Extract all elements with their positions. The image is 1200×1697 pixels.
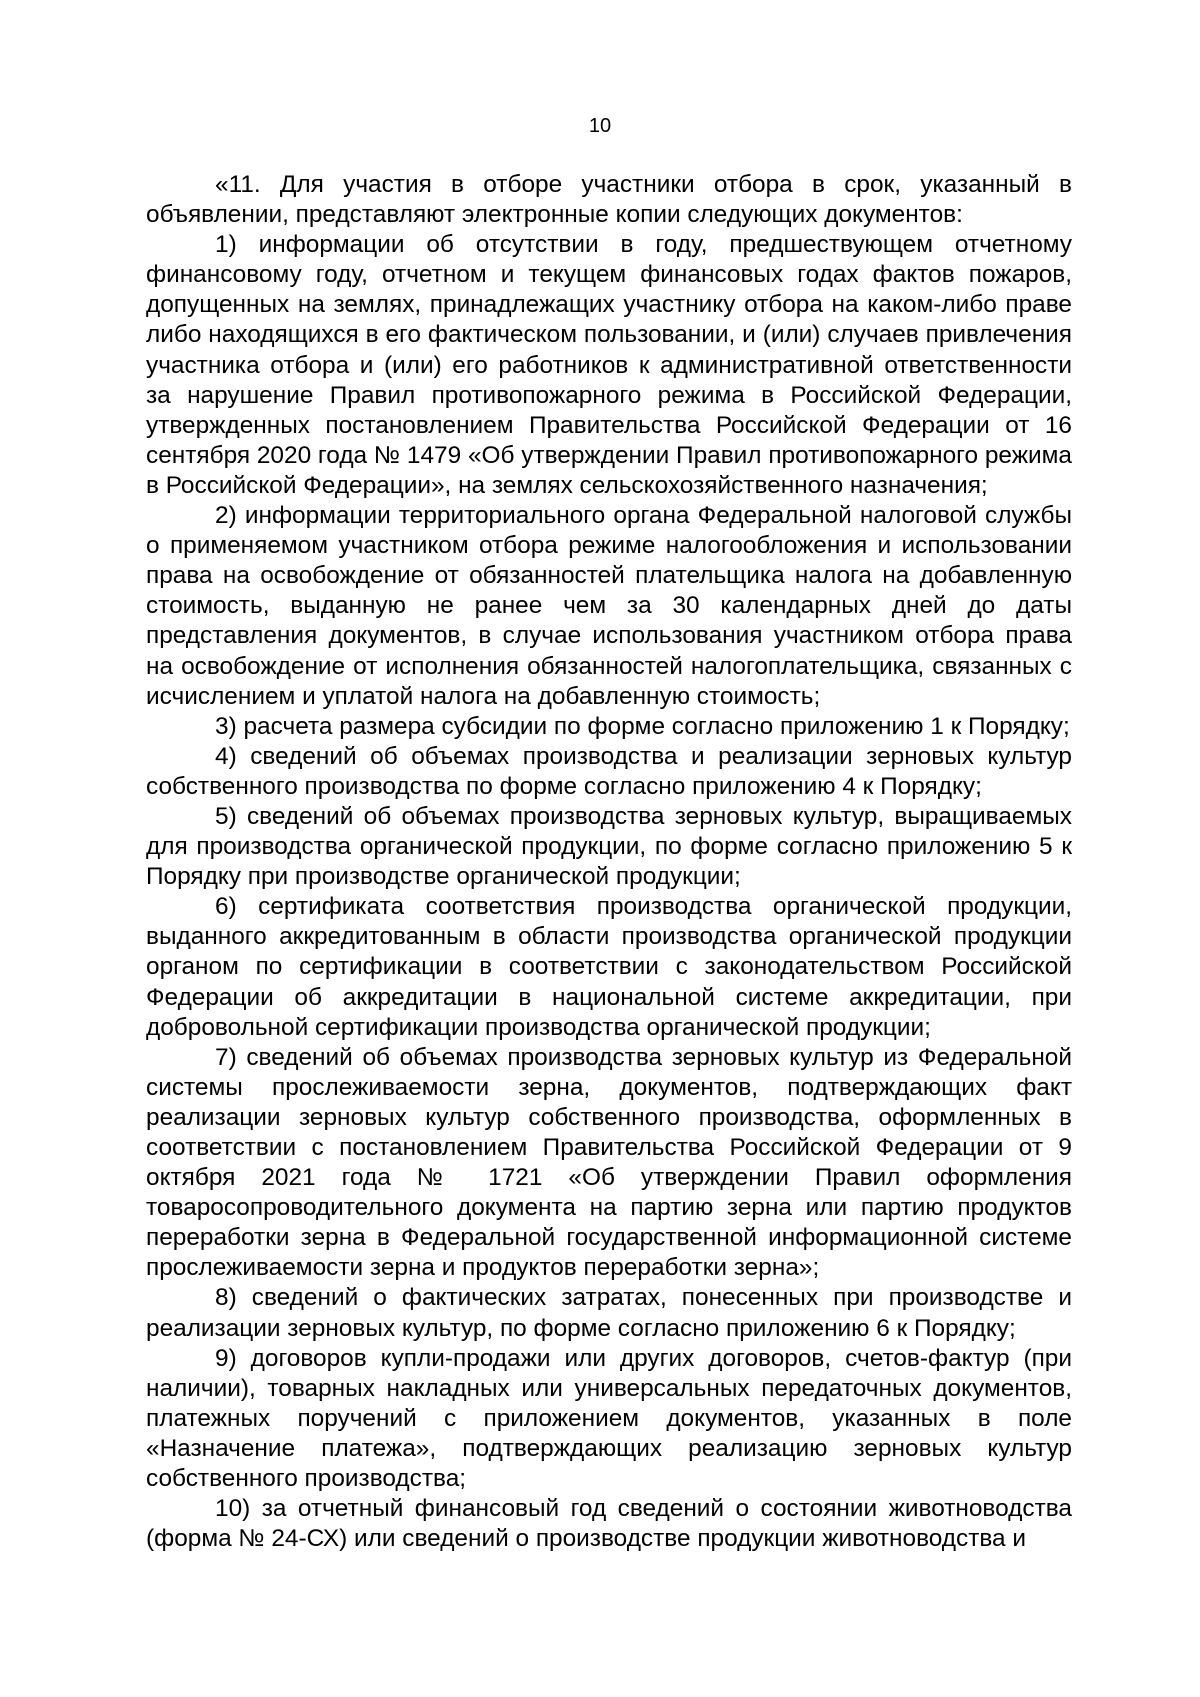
list-item-9: 9) договоров купли-продажи или других договоров, счетов-фактур (при наличии), товарных накладных или универсальных передаточных документов, платежных поручений с приложением документов, указанных в поле «Назначение платежа», подтверждающих реализацию зерновых культур собственного производства; [146, 1344, 1072, 1493]
list-item-6: 6) сертификата соответствия производства органической продукции, выданного аккредитованным в области производства органической продукции органом по сертификации в соответствии с законодательством Российской Федерации об аккредитации в национальной системе аккредитации, при добровольной сертификации производства органической продукции; [146, 893, 1072, 1041]
list-item-3: 3) расчета размера субсидии по форме согласно приложению 1 к Порядку; [215, 712, 1070, 740]
document-body [146, 170, 1072, 1554]
list-item-2: 2) информации территориального органа Федеральной налоговой службы о применяемом участником отбора режиме налогообложения и использовании права на освобождение от обязанностей плательщика налога на добавленную стоимость, выданную не ранее чем за 30 календарных дней до даты представления документов, в случае использования участником отбора права на освобождение от исполнения обязанностей налогоплательщика, связанных с исчислением и уплатой налога на добавленную стоимость; [146, 502, 1072, 710]
list-item-8: 8) сведений о фактических затратах, понесенных при производстве и реализации зерновых культур, по форме согласно приложению 6 к Порядку; [146, 1284, 1072, 1342]
list-item-7: 7) сведений об объемах производства зерновых культур из Федеральной системы прослеживаемости зерна, документов, подтверждающих факт реализации зерновых культур собственного производства, оформленных в соответствии с постановлением Правительства Российской Федерации от 9 октября 2021 года № 1721 «Об утверждении Правил оформления товаросопроводительного документа на партию зерна или партию продуктов переработки зерна в Федеральной государственной информационной системе прослеживаемости зерна и продуктов переработки зерна»; [146, 1043, 1072, 1282]
list-item-5: 5) сведений об объемах производства зерновых культур, выращиваемых для производства органической продукции, по форме согласно приложению 5 к Порядку при производстве органической продукции; [146, 802, 1072, 891]
list-item-1: 1) информации об отсутствии в году, предшествующем отчетному финансовому году, отчетном и текущем финансовых годах фактов пожаров, допущенных на землях, принадлежащих участнику отбора на каком-либо праве либо находящихся в его фактическом пользовании, и (или) случаев привлечения участника отбора и (или) его работников к административной ответственности за нарушение Правил противопожарного режима в Российской Федерации, утвержденных постановлением Правительства Российской Федерации от 16 сентября 2020 года № 1479 «Об утверждении Правил противопожарного режима в Российской Федерации», на землях сельскохозяйственного назначения; [146, 231, 1072, 499]
page-number: 10 [588, 115, 612, 137]
paragraph-intro: «11. Для участия в отборе участники отбора в срок, указанный в объявлении, представляют электронные копии следующих документов: [146, 171, 1072, 229]
list-item-10: 10) за отчетный финансовый год сведений о состоянии животноводства (форма № 24-СХ) или сведений о производстве продукции животноводства и [146, 1495, 1072, 1553]
list-item-4: 4) сведений об объемах производства и реализации зерновых культур собственного производства по форме согласно приложению 4 к Порядку; [146, 742, 1072, 800]
